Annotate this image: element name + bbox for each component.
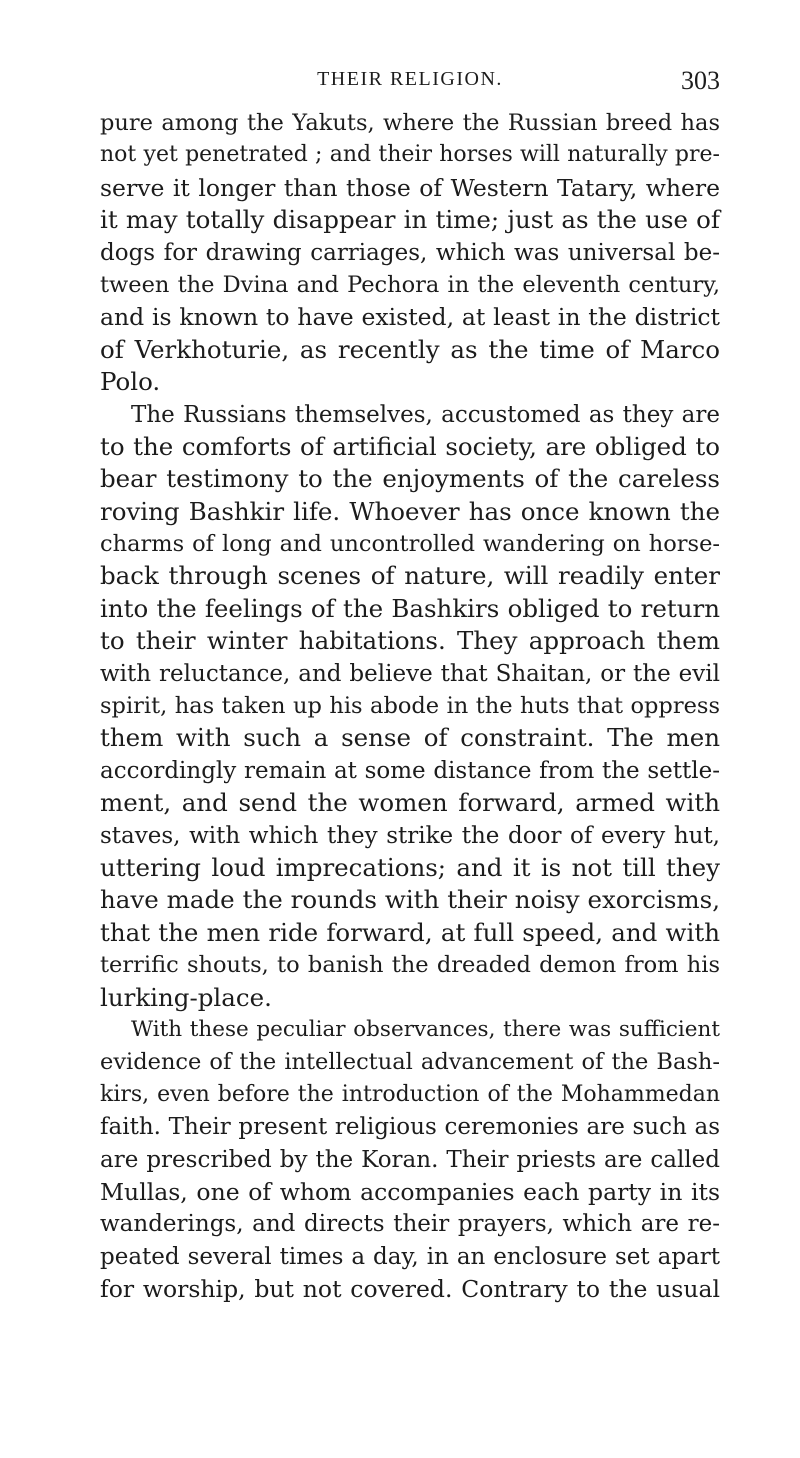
text-line: charms of long and uncontrolled wandering on horse- <box>100 531 720 558</box>
text-line: with reluctance, and believe that Shaitan, or the evil <box>100 660 720 687</box>
text-line: lurking-place. <box>100 982 272 1012</box>
text-line: peated several times a day, in an enclosure set apart <box>100 1243 720 1270</box>
body-text <box>100 107 720 1305</box>
text-line: accordingly remain at some distance from the settle- <box>100 757 720 784</box>
text-line: tween the Dvina and Pechora in the eleventh century, <box>100 271 720 298</box>
text-line: kirs, even before the introduction of the Mohammedan <box>100 1081 720 1107</box>
text-line: roving Bashkir life. Whoever has once known the <box>100 496 720 526</box>
running-title: THEIR RELIGION. <box>317 68 503 90</box>
text-line: pure among the Yakuts, where the Russian breed has <box>100 110 720 136</box>
text-line: and is known to have existed, at least in the district <box>100 303 720 332</box>
text-line: dogs for drawing carriages, which was universal be- <box>100 239 720 266</box>
text-line: faith. Their present religious ceremonies are such as <box>100 1114 720 1141</box>
text-line: are prescribed by the Koran. Their priests are called <box>100 1146 720 1173</box>
text-line: to the comforts of artificial society, are obliged to <box>100 431 720 461</box>
page-number: 303 <box>681 66 720 95</box>
text-line: have made the rounds with their noisy exorcisms, <box>100 885 720 915</box>
text-line: serve it longer than those of Western Tatary, where <box>100 173 720 202</box>
text-line: Polo. <box>100 367 161 397</box>
text-line: spirit, has taken up his abode in the huts that oppress <box>100 693 720 720</box>
text-line: not yet penetrated ; and their horses will naturally pre- <box>100 142 720 168</box>
text-line: Mullas, one of whom accompanies each party in its <box>100 1177 720 1206</box>
text-line: wanderings, and directs their prayers, which are re- <box>100 1211 720 1238</box>
text-line: The Russians themselves, accustomed as they are <box>131 401 720 428</box>
text-line: staves, with which they strike the door of every hut, <box>100 822 720 849</box>
text-line: that the men ride forward, at full speed, and with <box>100 917 720 947</box>
text-line: evidence of the intellectual advancement of the Bash- <box>100 1049 720 1076</box>
text-line: With these peculiar observances, there was sufficient <box>131 1016 720 1042</box>
text-line: back through scenes of nature, will readily enter <box>100 561 720 591</box>
text-line: them with such a sense of constraint. The men <box>100 723 720 753</box>
text-line: ment, and send the women forward, armed with <box>100 788 720 818</box>
text-line: uttering loud imprecations; and it is not till they <box>100 852 720 882</box>
running-head <box>100 68 720 102</box>
text-line: to their winter habitations. They approach them <box>100 626 720 656</box>
text-line: bear testimony to the enjoyments of the careless <box>100 464 720 494</box>
text-line: into the feelings of the Bashkirs obliged to return <box>100 593 720 623</box>
text-line: it may totally disappear in time; just as the use of <box>100 205 720 235</box>
text-line: terrific shouts, to banish the dreaded demon from his <box>100 952 720 979</box>
text-line: of Verkhoturie, as recently as the time of Marco <box>100 334 720 364</box>
text-line: for worship, but not covered. Contrary to the usual <box>100 1275 720 1304</box>
